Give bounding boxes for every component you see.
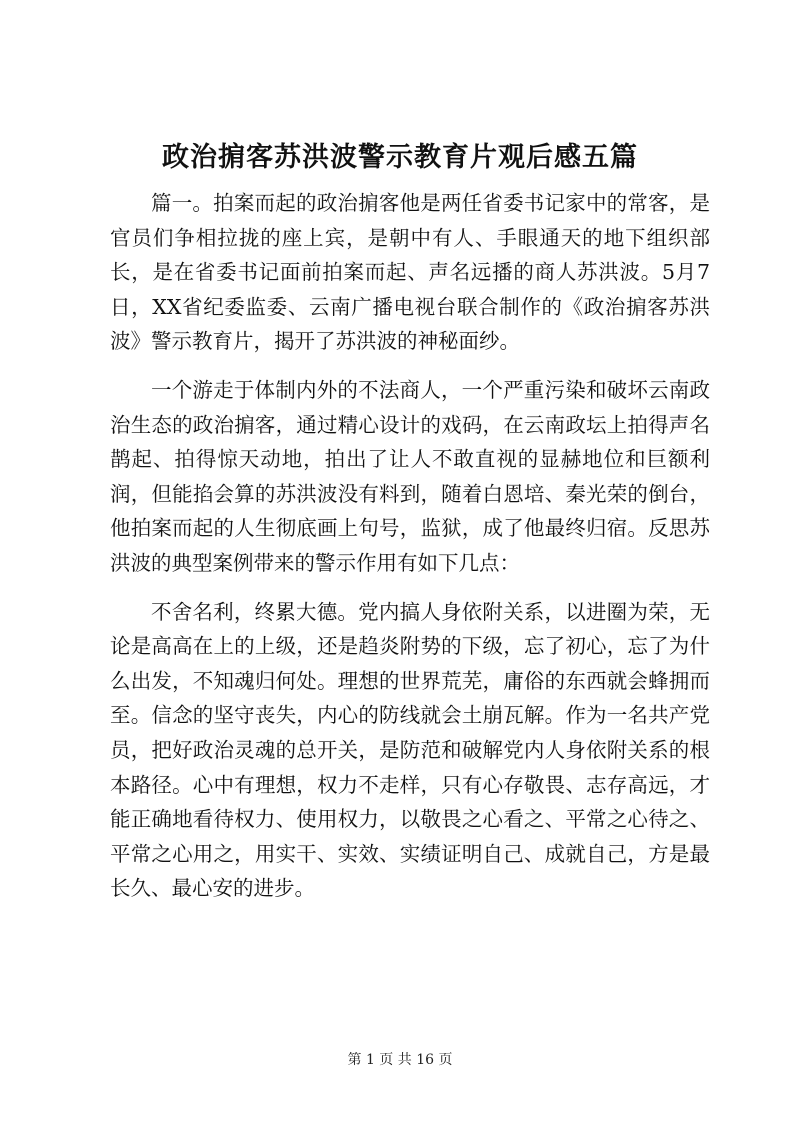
document-title: 政治掮客苏洪波警示教育片观后感五篇 [162, 142, 638, 173]
page-footer: 第 1 页 共 16 页 [347, 1052, 453, 1068]
paragraph-2: 一个游走于体制内外的不法商人，一个严重污染和破坏云南政治生态的政治掮客，通过精心设计的戏码，在云南政坛上拍得声名鹊起、拍得惊天动地，拍出了让人不敢直视的显赫地位和巨额利润，但能掐会算的苏洪波没有料到，随着白恩培、秦光荣的倒台，他拍案而起的人生彻底画上句号，监狱，成了他最终归宿。反思苏洪波的典型案例带来的警示作用有如下几点： [110, 377, 710, 575]
paragraph-1: 篇一。拍案而起的政治掮客他是两任省委书记家中的常客，是官员们争相拉拢的座上宾，是朝中有人、手眼通天的地下组织部长，是在省委书记面前拍案而起、声名远播的商人苏洪波。5月7日，XX省纪委监委、云南广播电视台联合制作的《政治掮客苏洪波》警示教育片，揭开了苏洪波的神秘面纱。 [110, 191, 710, 354]
document-body [110, 186, 710, 906]
paragraph-3: 不舍名利，终累大德。党内搞人身依附关系，以进圈为荣，无论是高高在上的上级，还是趋炎附势的下级，忘了初心，忘了为什么出发，不知魂归何处。理想的世界荒芜，庸俗的东西就会蜂拥而至。信念的坚守丧失，内心的防线就会土崩瓦解。作为一名共产党员，把好政治灵魂的总开关，是防范和破解党内人身依附关系的根本路径。心中有理想，权力不走样，只有心存敬畏、志存高远，才能正确地看待权力、使用权力，以敬畏之心看之、平常之心待之、平常之心用之，用实干、实效、实绩证明自己、成就自己，方是最长久、最心安的进步。 [110, 599, 710, 901]
